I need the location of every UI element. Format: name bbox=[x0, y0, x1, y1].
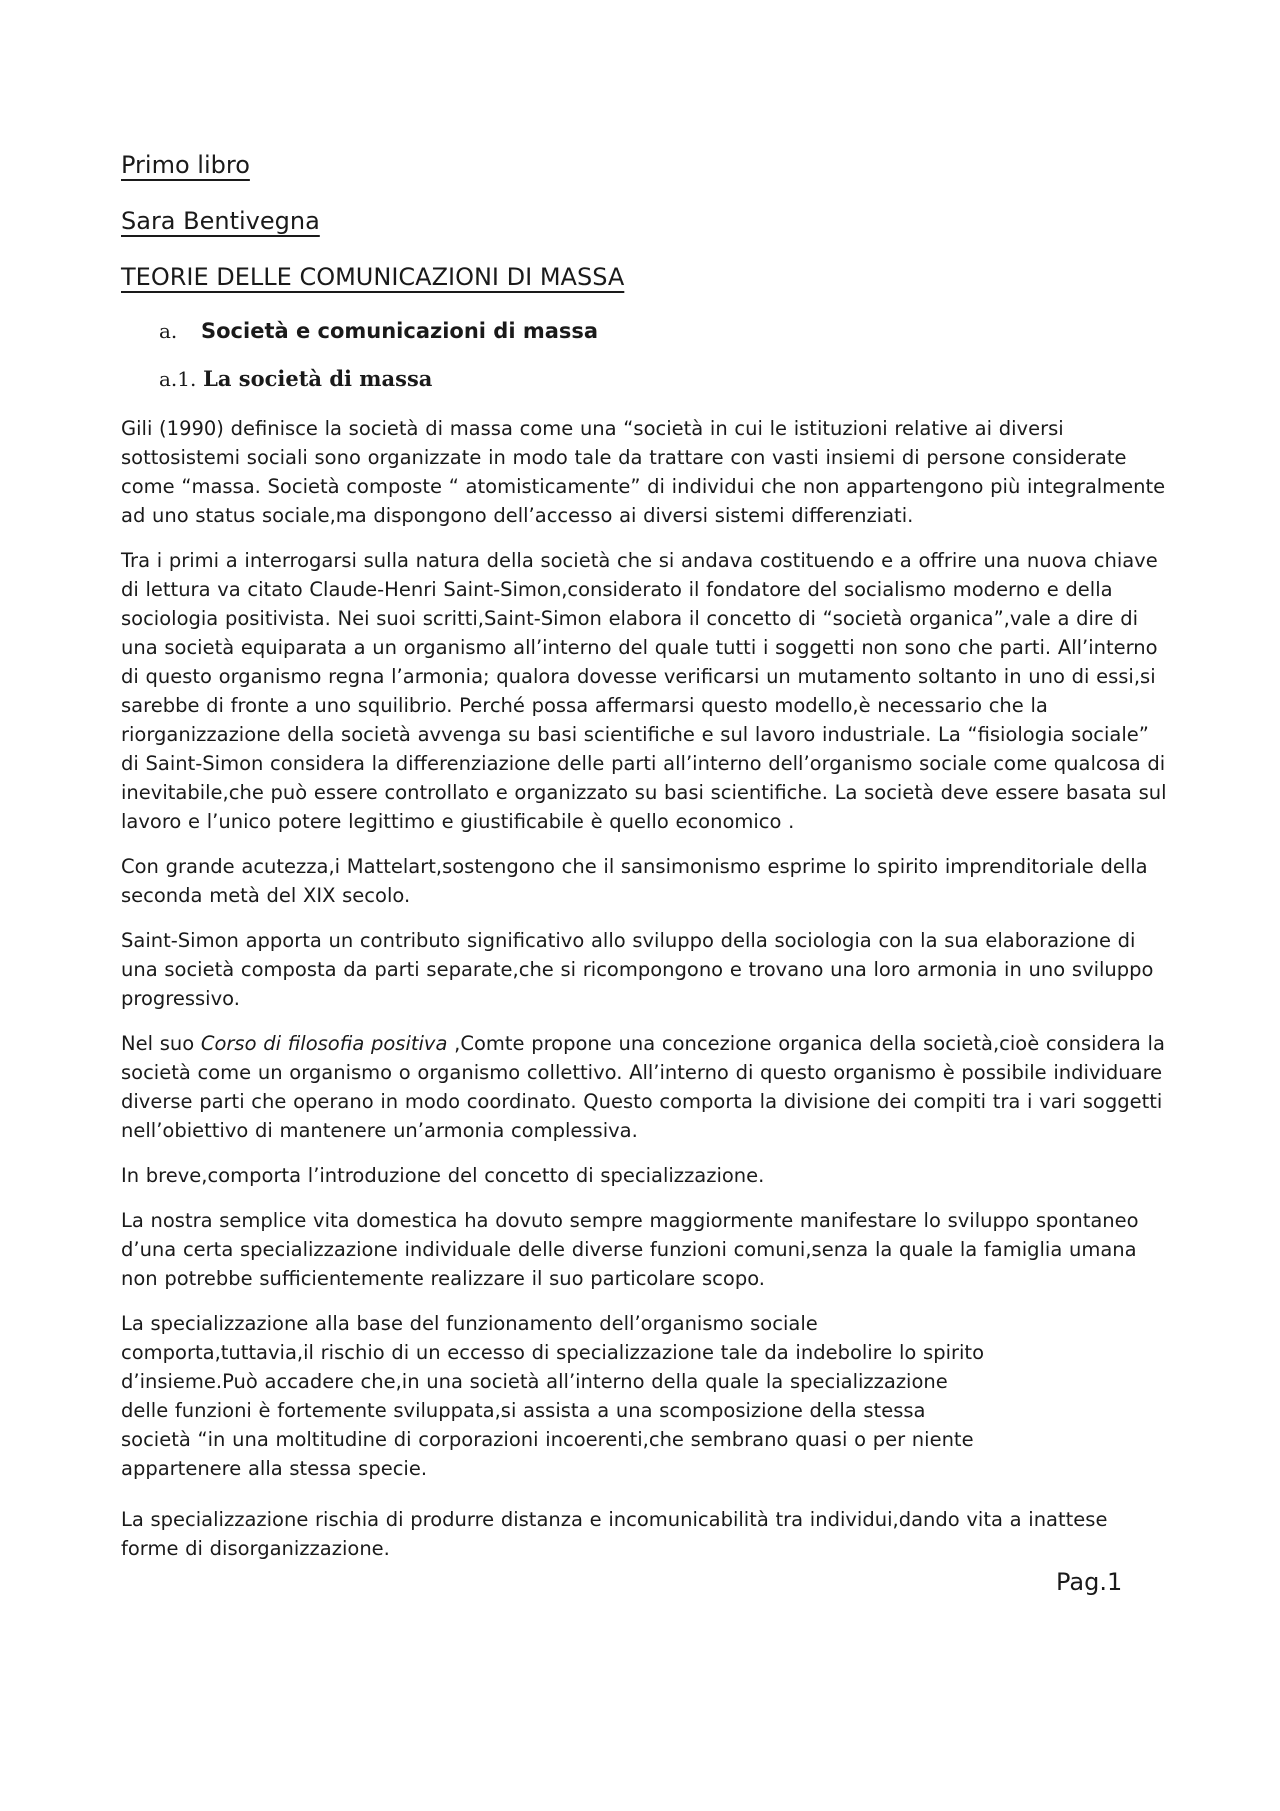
paragraph-5-rest: ,Comte propone una concezione organica della società,cioè considera la società come un organismo o organismo collettivo. All’interno di questo organismo è possibile individuare diverse parti che operano in modo coordinato. Questo comporta la divisione dei compiti tra i vari soggetti nell’obiettivo di mantenere un’armonia complessiva. bbox=[121, 1032, 1165, 1142]
document-title: TEORIE DELLE COMUNICAZIONI DI MASSA bbox=[121, 263, 625, 291]
subsection-title: La società di massa bbox=[203, 366, 433, 391]
paragraph-9: La specializzazione rischia di produrre distanza e incomunicabilità tra individui,dando vita a inattese forme di disorganizzazione. bbox=[121, 1508, 1108, 1560]
document-content bbox=[121, 150, 1171, 1579]
paragraph-1: Gili (1990) definisce la società di massa come una “società in cui le istituzioni relative ai diversi sottosistemi sociali sono organizzate in modo tale da trattare con vasti insiemi di persone considerate come “massa. Società composte “ atomisticamente” di individui che non appartengono più integralmente ad uno status sociale,ma dispongono dell’accesso ai diversi sistemi differenziati. bbox=[121, 417, 1166, 527]
page-number: Pag.1 bbox=[1056, 1568, 1123, 1596]
paragraph-2: Tra i primi a interrogarsi sulla natura della società che si andava costituendo e a offrire una nuova chiave di lettura va citato Claude-Henri Saint-Simon,considerato il fondatore del socialismo moderno e della sociologia positivista. Nei suoi scritti,Saint-Simon elabora il concetto di “società organica”,vale a dire di una società equiparata a un organismo all’interno del quale tutti i soggetti non sono che parti. All’interno di questo organismo regna l’armonia; qualora dovesse verificarsi un mutamento soltanto in uno di essi,si sarebbe di fronte a uno squilibrio. Perché possa affermarsi questo modello,è necessario che la riorganizzazione della società avvenga su basi scientifiche e sul lavoro industriale. La “fisiologia sociale” di Saint-Simon considera la differenziazione delle parti all’interno dell’organismo sociale come qualcosa di inevitabile,che può essere controllato e organizzato su basi scientifiche. La società deve essere basata sul lavoro e l’unico potere legittimo e giustificabile è quello economico . bbox=[121, 549, 1167, 833]
section-heading bbox=[159, 318, 1171, 344]
book-heading: Primo libro bbox=[121, 151, 250, 179]
paragraph-8: La specializzazione alla base del funzionamento dell’organismo sociale comporta,tuttavia,il rischio di un eccesso di specializzazione tale da indebolire lo spirito d’insieme.Può accadere che,in una società all’interno della quale la specializzazione delle funzioni è fortemente sviluppata,si assista a una scomposizione della stessa società “in una moltitudine di corporazioni incoerenti,che sembrano quasi o per niente appartenere alla stessa specie. bbox=[121, 1312, 985, 1480]
paragraph-5-lead: Nel suo bbox=[121, 1032, 201, 1055]
subsection-number: a.1. bbox=[159, 367, 197, 391]
section-title: Società e comunicazioni di massa bbox=[201, 319, 599, 343]
paragraph-3: Con grande acutezza,i Mattelart,sostengono che il sansimonismo esprime lo spirito imprenditoriale della seconda metà del XIX secolo. bbox=[121, 855, 1148, 907]
section-number: a. bbox=[159, 319, 178, 343]
paragraph-5 bbox=[121, 1029, 1171, 1145]
paragraph-7: La nostra semplice vita domestica ha dovuto sempre maggiormente manifestare lo sviluppo spontaneo d’una certa specializzazione individuale delle diverse funzioni comuni,senza la quale la famiglia umana non potrebbe sufficientemente realizzare il suo particolare scopo. bbox=[121, 1209, 1139, 1290]
author-heading: Sara Bentivegna bbox=[121, 207, 320, 235]
subsection-heading bbox=[159, 366, 1171, 392]
paragraph-6: In breve,comporta l’introduzione del concetto di specializzazione. bbox=[121, 1164, 765, 1187]
paragraph-4: Saint-Simon apporta un contributo significativo allo sviluppo della sociologia con la sua elaborazione di una società composta da parti separate,che si ricompongono e trovano una loro armonia in uno sviluppo progressivo. bbox=[121, 929, 1154, 1010]
book-title-italic: Corso di filosofia positiva bbox=[200, 1032, 448, 1055]
